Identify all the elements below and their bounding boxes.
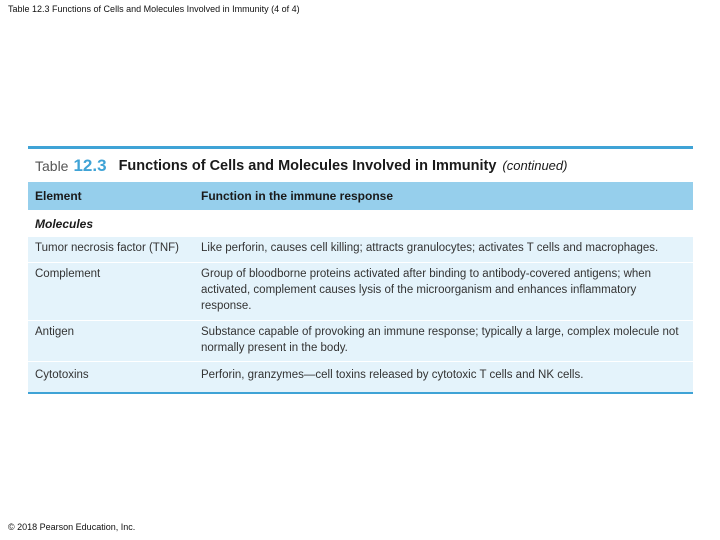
element-cell: Complement [35, 268, 101, 280]
table-header-row [28, 182, 693, 211]
table-row [28, 263, 693, 321]
table-title: Functions of Cells and Molecules Involved in Immunity [118, 157, 497, 174]
slide-title: Table 12.3 Functions of Cells and Molecules Involved in Immunity (4 of 4) [8, 4, 300, 14]
function-cell: Substance capable of provoking an immune response; typically a large, complex molecule not normally present in the body. [201, 326, 679, 354]
table-row [28, 362, 693, 392]
section-heading-molecules: Molecules [28, 211, 693, 237]
copyright-notice: © 2018 Pearson Education, Inc. [8, 522, 136, 532]
table-row [28, 321, 693, 362]
column-header-function: Function in the immune response [201, 189, 394, 203]
function-cell: Like perforin, causes cell killing; attracts granulocytes; activates T cells and macrophages. [201, 242, 659, 254]
table-row [28, 237, 693, 263]
function-cell: Group of bloodborne proteins activated after binding to antibody-covered antigens; when activated, complement causes lysis of the microorganism and enhances inflammatory response. [201, 268, 652, 312]
element-cell: Tumor necrosis factor (TNF) [35, 242, 179, 254]
column-header-element: Element [35, 189, 82, 203]
table-caption [28, 149, 693, 182]
element-cell: Cytotoxins [35, 369, 89, 381]
element-cell: Antigen [35, 326, 75, 338]
function-cell: Perforin, granzymes—cell toxins released by cytotoxic T cells and NK cells. [201, 369, 584, 381]
table-figure [28, 146, 693, 394]
table-number: 12.3 [73, 155, 107, 175]
table-label: Table [35, 157, 69, 174]
table-continued-note: (continued) [502, 158, 568, 173]
